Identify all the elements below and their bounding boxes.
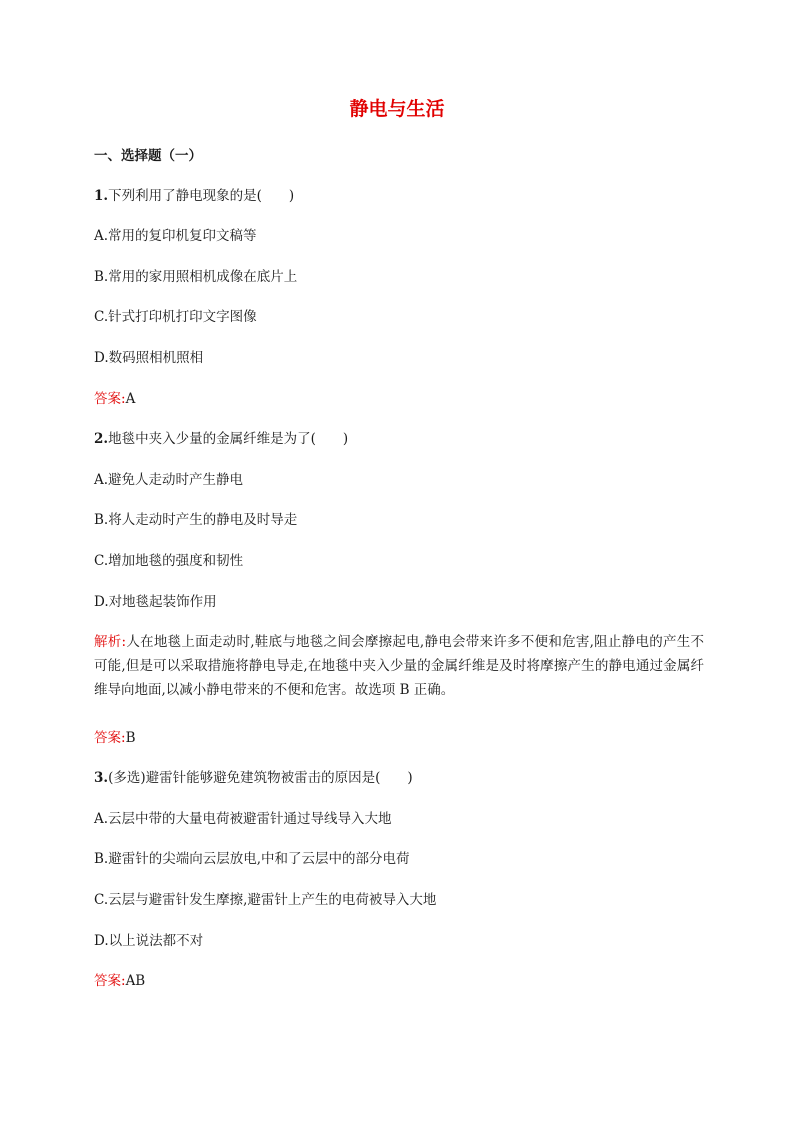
question-2-answer: B <box>125 730 136 746</box>
question-3-option-a: A.云层中带的大量电荷被避雷针通过导线导入大地 <box>94 811 392 827</box>
question-3-option-d: D.以上说法都不对 <box>94 933 204 949</box>
question-3-stem: (多选)避雷针能够避免建筑物被雷击的原因是( ) <box>108 770 413 786</box>
question-3-answer: AB <box>125 973 146 989</box>
question-2-analysis <box>94 630 704 702</box>
question-3-option-c: C.云层与避雷针发生摩擦,避雷针上产生的电荷被导入大地 <box>94 892 437 908</box>
question-1-option-b: B.常用的家用照相机成像在底片上 <box>94 269 298 285</box>
section-heading: 一、选择题（一） <box>94 148 202 164</box>
answer-label: 答案: <box>94 973 126 989</box>
question-1-option-c: C.针式打印机打印文字图像 <box>94 309 257 325</box>
question-2-option-b: B.将人走动时产生的静电及时导走 <box>94 512 298 528</box>
question-3-option-b: B.避雷针的尖端向云层放电,中和了云层中的部分电荷 <box>94 851 410 867</box>
question-2-option-a: A.避免人走动时产生静电 <box>94 472 244 488</box>
question-1-option-d: D.数码照相机照相 <box>94 350 204 366</box>
question-3-number: 3. <box>94 770 109 786</box>
question-1-answer-line <box>94 389 135 409</box>
question-2-number: 2. <box>94 431 109 447</box>
question-2-answer-line <box>94 728 135 748</box>
question-1-stem-line <box>94 186 294 206</box>
question-2-analysis-text: 人在地毯上面走动时,鞋底与地毯之间会摩擦起电,静电会带来许多不便和危害,阻止静电的产生不可能,但是可以采取措施将静电导走,在地毯中夹入少量的金属纤维是及时将摩擦产生的静电通过金属纤维导向地面,以减小静电带来的不便和危害。故选项 B 正确。 <box>94 634 704 698</box>
analysis-label: 解析: <box>94 634 127 650</box>
question-2-option-c: C.增加地毯的强度和韧性 <box>94 553 244 569</box>
question-2-stem: 地毯中夹入少量的金属纤维是为了( ) <box>108 431 349 447</box>
question-3-answer-line <box>94 971 145 991</box>
question-3-stem-line <box>94 768 413 788</box>
question-2-option-d: D.对地毯起装饰作用 <box>94 594 217 610</box>
question-1-number: 1. <box>94 188 109 204</box>
question-2-stem-line <box>94 429 348 449</box>
question-1-stem: 下列利用了静电现象的是( ) <box>108 188 295 204</box>
question-1-answer: A <box>125 391 136 407</box>
answer-label: 答案: <box>94 391 126 407</box>
question-1-option-a: A.常用的复印机复印文稿等 <box>94 228 257 244</box>
page-title: 静电与生活 <box>349 98 445 120</box>
answer-label: 答案: <box>94 730 126 746</box>
